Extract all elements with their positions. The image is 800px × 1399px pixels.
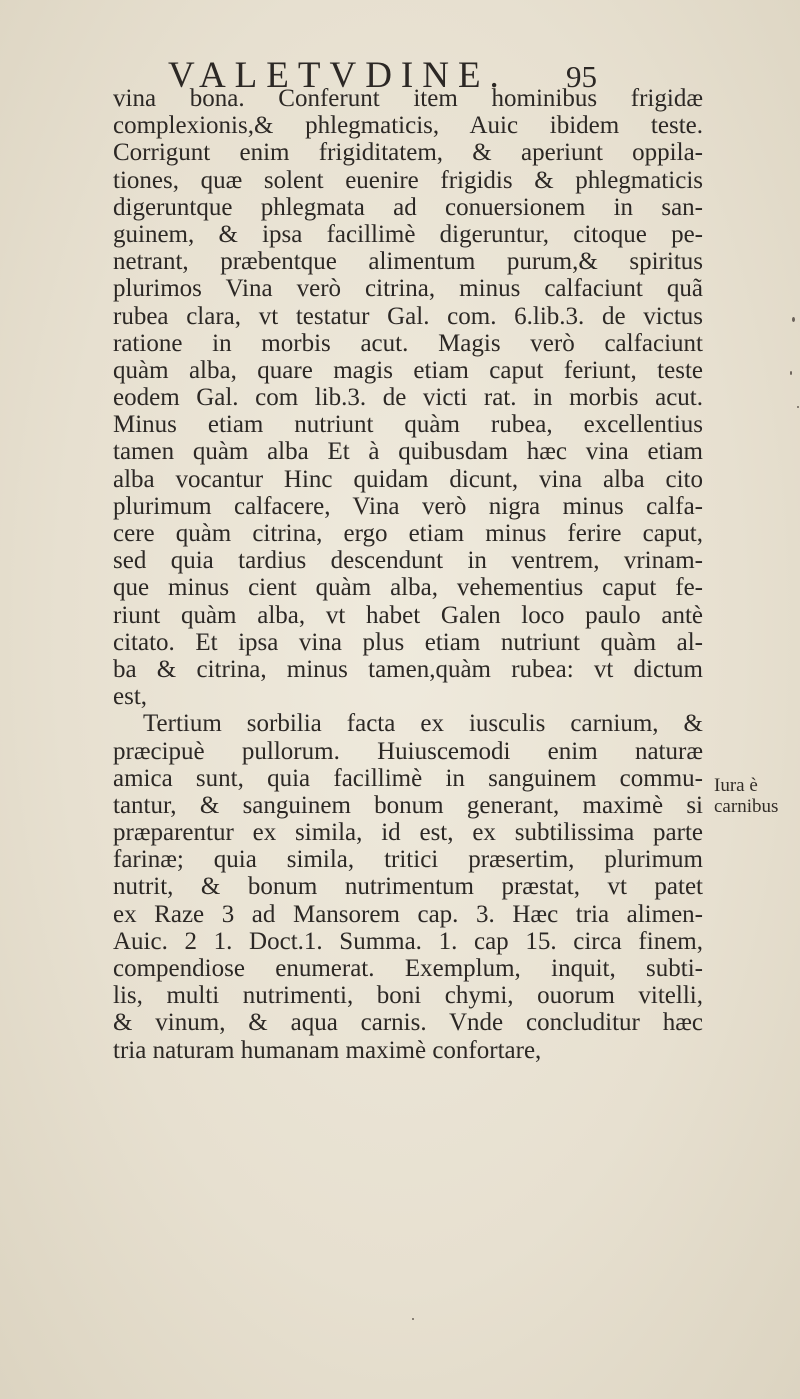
text-line: Minus etiam nutriunt quàm rubea, excellentius	[113, 411, 703, 439]
ink-speck	[792, 317, 795, 322]
text-line: tria naturam humanam maximè confortare,	[113, 1036, 542, 1064]
text-line: Corrigunt enim frigiditatem, & aperiunt oppila-	[113, 139, 703, 167]
text-line: eodem Gal. com lib.3. de victi rat. in morbis acut.	[113, 384, 703, 412]
page-number: 95	[566, 59, 597, 94]
text-line: nutrit, & bonum nutrimentum præstat, vt patet	[113, 873, 703, 901]
text-line: ratione in morbis acut. Magis verò calfaciunt	[113, 329, 703, 357]
text-line: citato. Et ipsa vina plus etiam nutriunt quàm al-	[113, 628, 703, 656]
text-line: ex Raze 3 ad Mansorem cap. 3. Hæc tria alimen-	[113, 900, 703, 928]
text-line: guinem, & ipsa facillimè digeruntur, citoque pe-	[113, 220, 703, 248]
margin-note	[714, 775, 798, 817]
text-line: Tertium sorbilia facta ex iusculis carnium, &	[143, 710, 703, 738]
text-line: cere quàm citrina, ergo etiam minus ferire caput,	[113, 520, 703, 547]
ink-speck	[790, 371, 792, 375]
text-line: vina bona. Conferunt item hominibus frigidæ	[113, 85, 703, 112]
text-line: præcipuè pullorum. Huiuscemodi enim naturæ	[113, 737, 703, 765]
text-line: alba vocantur Hinc quidam dicunt, vina alba cito	[113, 465, 703, 493]
text-line: farinæ; quia simila, tritici præsertim, plurimum	[113, 846, 703, 874]
body-text	[113, 85, 703, 1064]
text-line: complexionis,& phlegmaticis, Auic ibidem teste.	[113, 112, 703, 140]
text-line: præparentur ex simila, id est, ex subtilissima parte	[113, 819, 703, 847]
text-line: tiones, quæ solent euenire frigidis & phlegmaticis	[113, 166, 703, 194]
text-line: lis, multi nutrimenti, boni chymi, ouorum vitelli,	[113, 982, 703, 1010]
text-line: netrant, præbentque alimentum purum,& spiritus	[113, 248, 703, 276]
text-line: quàm alba, quare magis etiam caput feriunt, teste	[113, 356, 703, 384]
text-line: plurimos Vina verò citrina, minus calfaciunt quã	[113, 275, 703, 303]
text-line: riunt quàm alba, vt habet Galen loco paulo antè	[113, 601, 703, 629]
text-line: digeruntque phlegmata ad conuersionem in san-	[113, 193, 703, 221]
running-title: VALETVDINE.	[168, 55, 508, 96]
text-line: tamen quàm alba Et à quibusdam hæc vina etiam	[113, 438, 703, 466]
text-line: ba & citrina, minus tamen,quàm rubea: vt dictum	[113, 655, 703, 683]
text-line: rubea clara, vt testatur Gal. com. 6.lib.3. de victus	[113, 302, 703, 330]
text-line: Auic. 2 1. Doct.1. Summa. 1. cap 15. circa finem,	[113, 927, 703, 955]
text-line: que minus cient quàm alba, vehementius caput fe-	[113, 574, 703, 602]
text-line: sed quia tardius descendunt in ventrem, vrinam-	[113, 547, 703, 575]
text-line: & vinum, & aqua carnis. Vnde concluditur hæc	[113, 1009, 703, 1037]
margin-note-line: Iura è	[714, 775, 758, 796]
text-line: est,	[113, 683, 148, 711]
ink-speck	[797, 406, 799, 408]
text-line: plurimum calfacere, Vina verò nigra minus calfa-	[113, 492, 703, 520]
text-line: tantur, & sanguinem bonum generant, maximè si	[113, 791, 703, 819]
margin-note-line: carnibus	[714, 796, 779, 817]
text-line: compendiose enumerat. Exemplum, inquit, subti-	[113, 955, 703, 982]
ink-speck	[412, 1318, 414, 1320]
text-line: amica sunt, quia facillimè in sanguinem commu-	[113, 764, 703, 792]
